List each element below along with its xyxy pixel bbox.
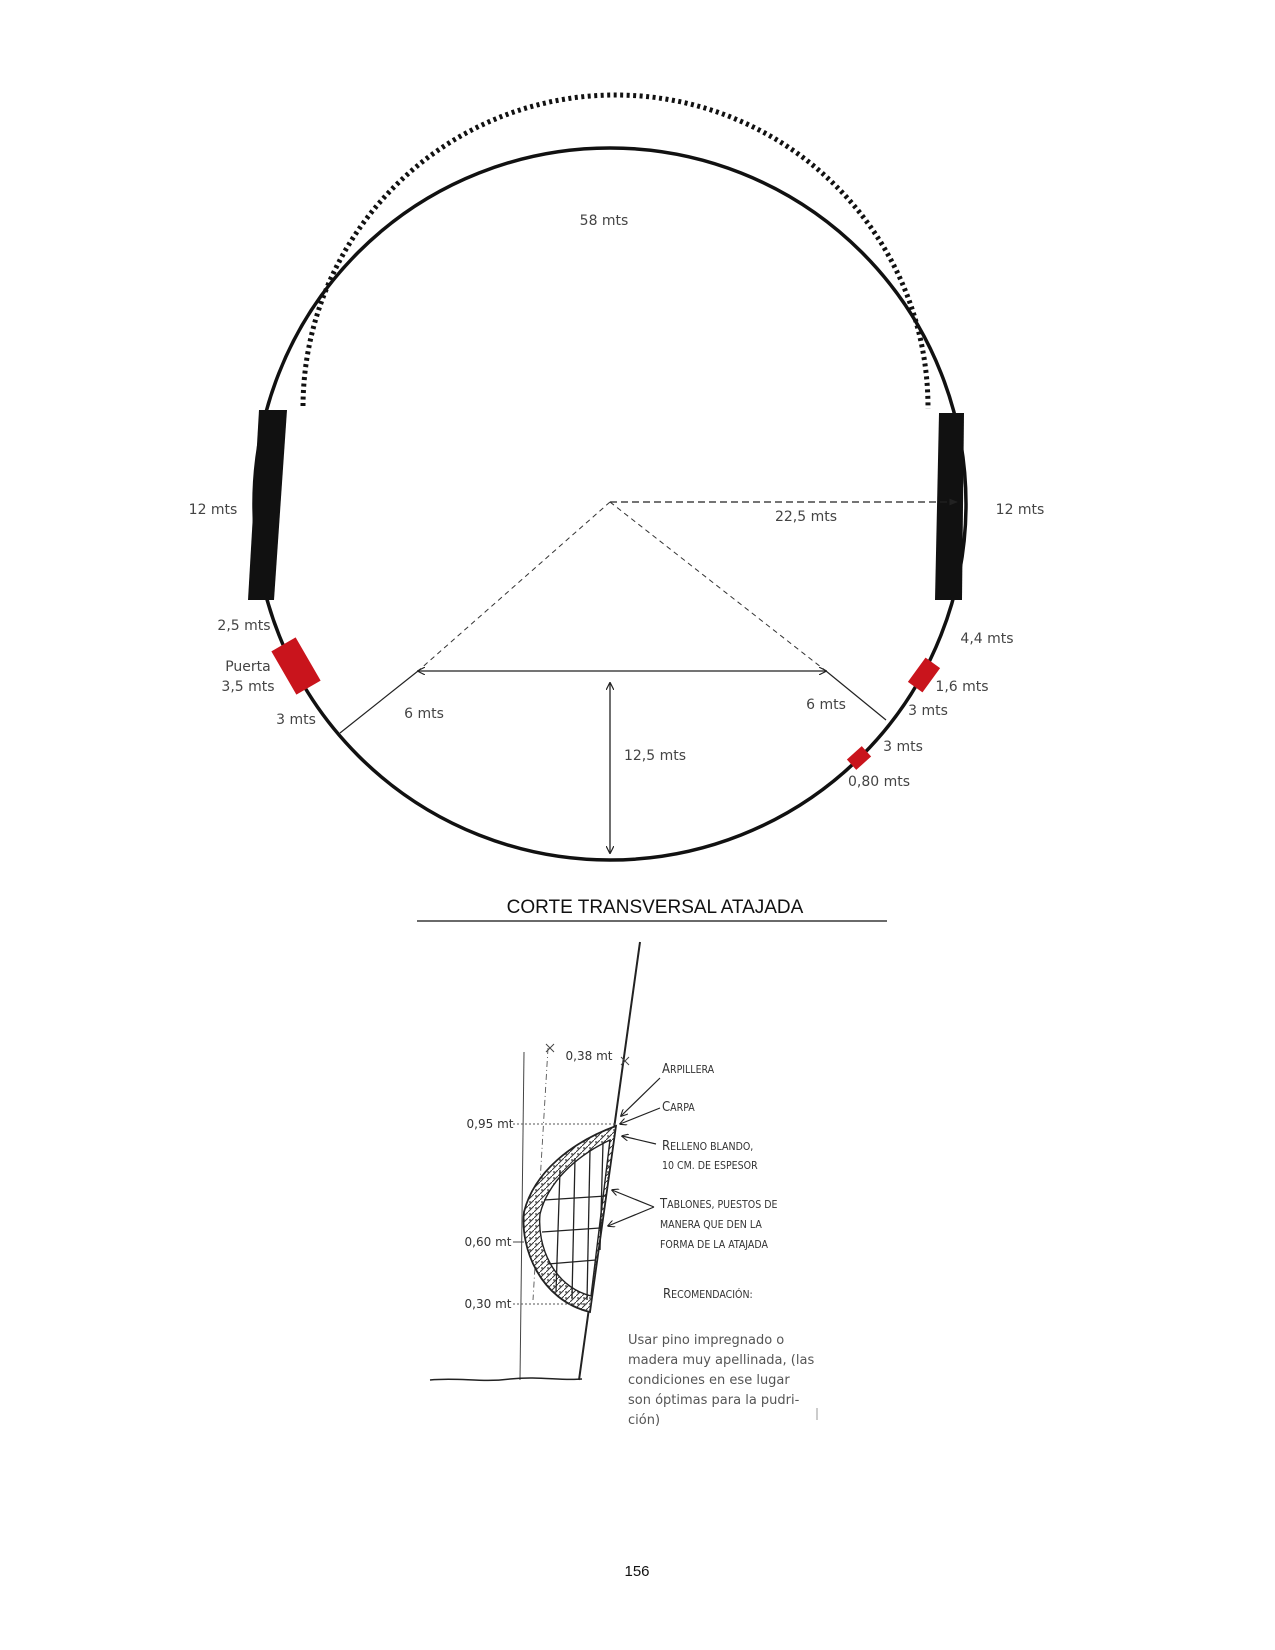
label-right-b: 1,6 mts <box>935 679 989 695</box>
label-tablones-2: MANERA QUE DEN LA <box>660 1219 762 1231</box>
label-left-wall: 12 mts <box>188 502 238 518</box>
label-tablones-1: TABLONES, PUESTOS DE <box>660 1197 778 1212</box>
rec-line-5: ción) <box>628 1413 661 1428</box>
label-door-size: 3,5 mts <box>221 679 275 695</box>
label-depth: 12,5 mts <box>623 748 687 764</box>
top-arc-dotted <box>303 95 928 409</box>
rec-line-2: madera muy apellinada, (las <box>628 1353 815 1368</box>
left-diagonal-dashed <box>418 502 610 671</box>
label-arpillera: ARPILLERA <box>662 1062 715 1077</box>
label-tablones-3: FORMA DE LA ATAJADA <box>660 1239 768 1251</box>
label-right-e: 0,80 mts <box>847 774 911 790</box>
right-diagonal-dashed <box>610 502 826 671</box>
page-number: 156 <box>624 1563 650 1580</box>
label-top-arc: 58 mts <box>579 213 629 229</box>
label-radius: 22,5 mts <box>774 509 838 525</box>
dim-030-label: 0,30 mt <box>464 1297 512 1311</box>
plan-view <box>189 95 1045 860</box>
section-title: CORTE TRANSVERSAL ATAJADA <box>506 897 804 918</box>
dim-060-label: 0,60 mt <box>464 1235 512 1249</box>
dim-095-label: 0,95 mt <box>466 1117 514 1131</box>
cross-section-drawing <box>430 942 817 1420</box>
rec-line-1: Usar pino impregnado o <box>628 1333 785 1348</box>
ground-line <box>430 1378 582 1380</box>
arrow-tablones-a <box>612 1190 654 1207</box>
label-right-a: 4,4 mts <box>960 631 1014 647</box>
arrow-tablones-b <box>608 1207 654 1226</box>
left-wall-bar <box>248 410 287 600</box>
label-carpa: CARPA <box>662 1100 695 1115</box>
label-left-inner: 6 mts <box>404 706 444 722</box>
label-door-word: Puerta <box>225 659 271 675</box>
label-right-d: 3 mts <box>883 739 923 755</box>
left-door-block <box>271 637 320 694</box>
label-recomendacion: RECOMENDACIÓN: <box>663 1287 753 1302</box>
dim-top-label: 0,38 mt <box>565 1049 613 1063</box>
arrow-relleno <box>622 1136 656 1144</box>
label-right-wall: 12 mts <box>995 502 1045 518</box>
label-left-a: 2,5 mts <box>217 618 271 634</box>
section-x-mark-left <box>546 1044 554 1052</box>
label-left-b: 3 mts <box>276 712 316 728</box>
rec-line-4: son óptimas para la pudri- <box>628 1393 800 1408</box>
rec-line-3: condiciones en ese lugar <box>628 1373 790 1388</box>
label-relleno-1: RELLENO BLANDO, <box>662 1139 754 1154</box>
left-diagonal-solid <box>340 671 418 733</box>
label-right-inner: 6 mts <box>806 697 846 713</box>
label-right-c: 3 mts <box>908 703 948 719</box>
section-x-mark-right <box>621 1057 629 1065</box>
right-wall-bar <box>935 413 964 600</box>
label-relleno-2: 10 CM. DE ESPESOR <box>662 1160 758 1172</box>
